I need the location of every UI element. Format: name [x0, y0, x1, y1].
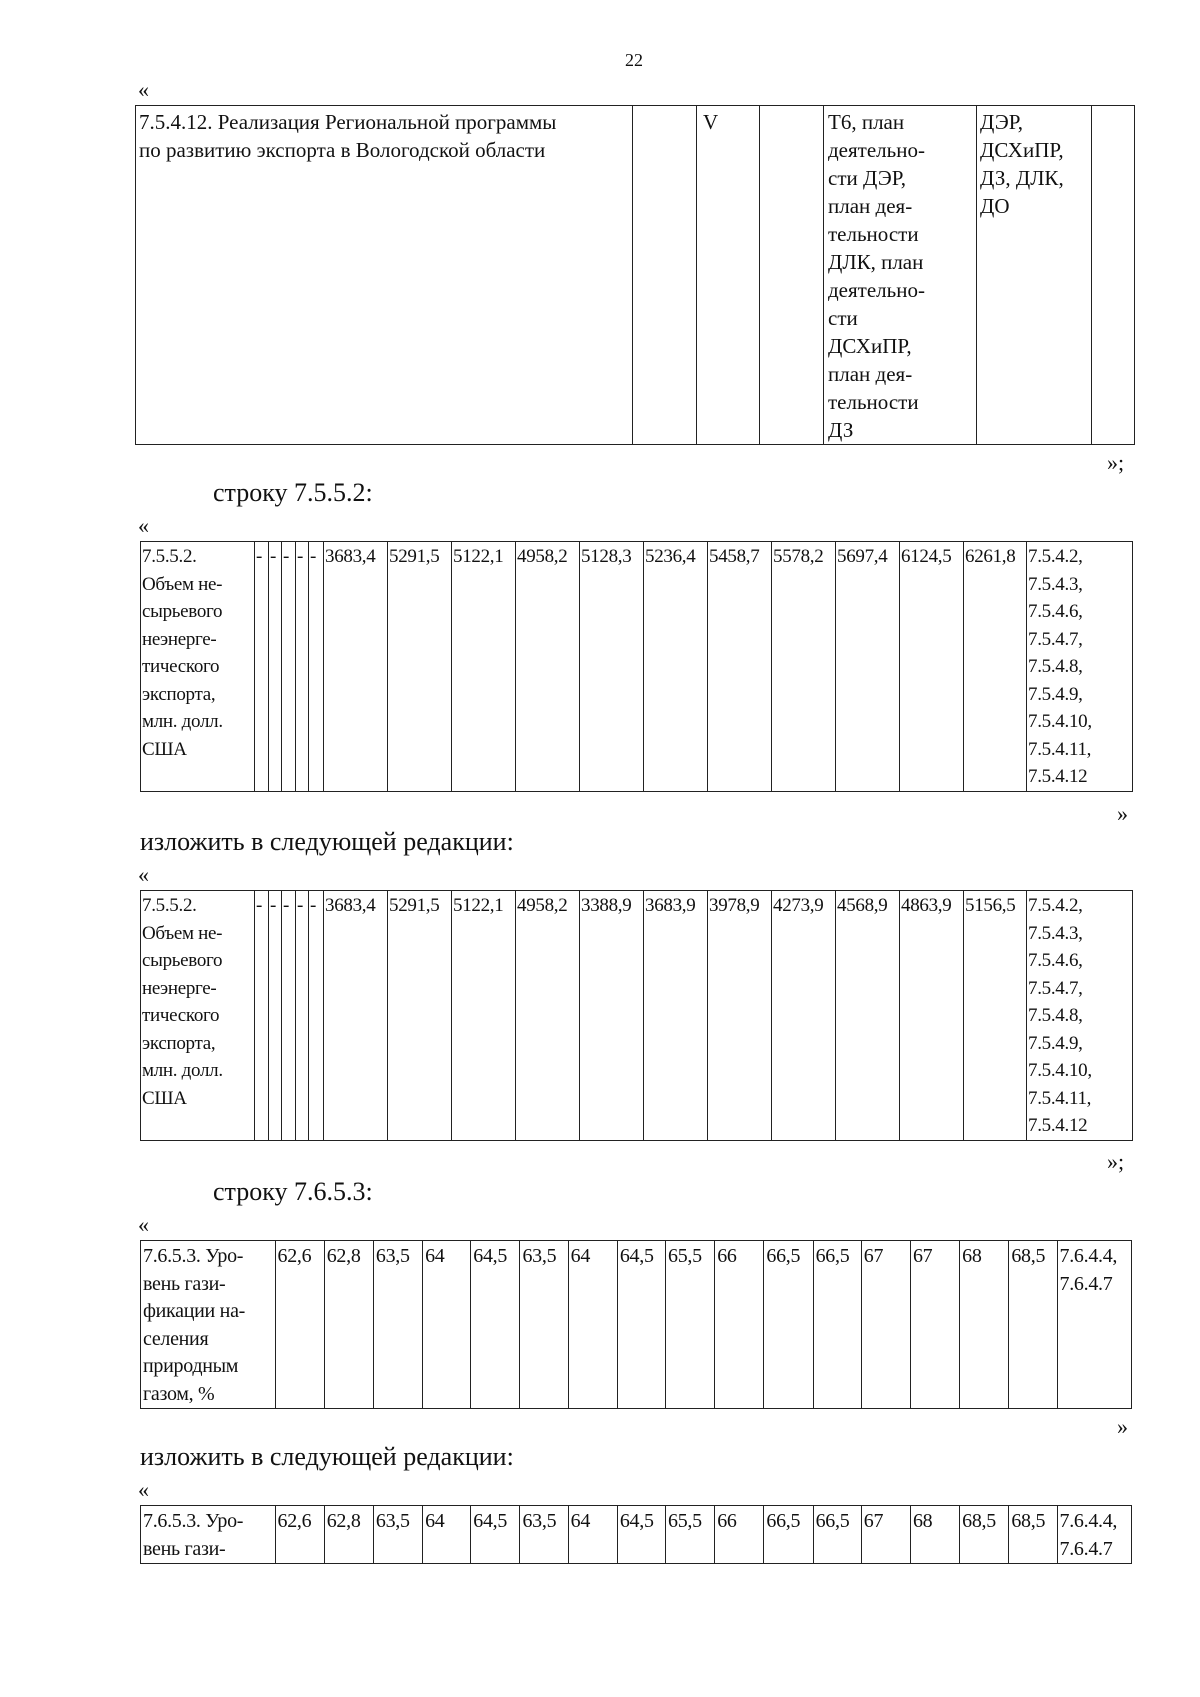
indicator-name-cell: 7.6.5.3. Уро- вень гази- фикации на- селения природным газом, % [141, 1241, 276, 1409]
indicator-table-7-5-5-2-new [140, 890, 1133, 1141]
value-cell: 68,5 [1009, 1506, 1057, 1564]
value-cell: 68,5 [960, 1506, 1009, 1564]
value-cell: 64 [423, 1241, 471, 1409]
value-cell: 4863,9 [900, 891, 964, 1141]
value-cell: 64,5 [471, 1241, 520, 1409]
dash-cell: - [255, 542, 269, 792]
open-quote: « [138, 513, 149, 538]
open-quote: « [138, 1477, 149, 1502]
value-cell: 5236,4 [644, 542, 708, 792]
empty-cell [1092, 106, 1135, 445]
value-cell: 5458,7 [708, 542, 772, 792]
close-mark: » [1117, 1414, 1128, 1439]
refs-cell: 7.5.4.2, 7.5.4.3, 7.5.4.6, 7.5.4.7, 7.5.4.8, 7.5.4.9, 7.5.4.10, 7.5.4.11, 7.5.4.12 [1027, 891, 1133, 1141]
value-cell: 64,5 [617, 1241, 665, 1409]
dash-cell: - [282, 891, 296, 1141]
value-cell: 67 [861, 1241, 910, 1409]
open-quote: « [138, 77, 149, 102]
indicator-name-cell: 7.5.5.2. Объем не- сырьевого неэнерге- тического экспорта, млн. долл. США [141, 542, 255, 792]
value-cell: 3388,9 [580, 891, 644, 1141]
dash-cell: - [296, 542, 309, 792]
value-cell: 63,5 [520, 1506, 568, 1564]
table-row [141, 542, 1133, 792]
value-cell: 64 [568, 1241, 617, 1409]
value-cell: 66,5 [764, 1241, 813, 1409]
table-row [136, 106, 1135, 445]
value-cell: 62,6 [275, 1241, 324, 1409]
value-cell: 64 [568, 1506, 617, 1564]
indicator-table-7-6-5-3-old [140, 1240, 1132, 1409]
measure-name-cell: 7.5.4.12. Реализация Региональной программы по развитию экспорта в Вологодской области [136, 106, 633, 445]
indicator-name-cell: 7.6.5.3. Уро- вень гази- [141, 1506, 276, 1564]
value-cell: 5578,2 [772, 542, 836, 792]
value-cell: 63,5 [373, 1506, 422, 1564]
value-cell: 66,5 [764, 1506, 813, 1564]
value-cell: 3683,4 [324, 542, 388, 792]
close-mark: » [1117, 801, 1128, 826]
value-cell: 5122,1 [452, 891, 516, 1141]
value-cell: 66,5 [813, 1241, 861, 1409]
refs-cell: 7.5.4.2, 7.5.4.3, 7.5.4.6, 7.5.4.7, 7.5.4.8, 7.5.4.9, 7.5.4.10, 7.5.4.11, 7.5.4.12 [1027, 542, 1133, 792]
value-cell: 6261,8 [964, 542, 1027, 792]
value-cell: 66 [715, 1241, 764, 1409]
table-row [141, 1241, 1132, 1409]
value-cell: 3683,9 [644, 891, 708, 1141]
value-cell: 4568,9 [836, 891, 900, 1141]
value-cell: 64 [423, 1506, 471, 1564]
section-heading: строку 7.6.5.3: [213, 1177, 373, 1206]
dash-cell: - [309, 542, 324, 792]
page-number: 22 [625, 50, 643, 70]
value-cell: 66,5 [813, 1506, 861, 1564]
value-cell: 63,5 [520, 1241, 568, 1409]
value-cell: 5128,3 [580, 542, 644, 792]
measure-table-7-5-4-12 [135, 105, 1135, 445]
indicator-name-cell: 7.5.5.2. Объем не- сырьевого неэнерге- тического экспорта, млн. долл. США [141, 891, 255, 1141]
indicator-table-7-5-5-2-old [140, 541, 1133, 792]
value-cell: 4958,2 [516, 891, 580, 1141]
section-heading: строку 7.5.5.2: [213, 478, 373, 507]
dash-cell: - [269, 891, 282, 1141]
dash-cell: - [255, 891, 269, 1141]
empty-cell [633, 106, 697, 445]
value-cell: 3683,4 [324, 891, 388, 1141]
value-cell: 67 [910, 1241, 959, 1409]
documents-cell: Т6, план деятельно- сти ДЭР, план дея- тельности ДЛК, план деятельно- сти ДСХиПР, план дея- тельности ДЗ [824, 106, 977, 445]
dash-cell: - [296, 891, 309, 1141]
dash-cell: - [269, 542, 282, 792]
close-mark: »; [1107, 1149, 1125, 1174]
value-cell: 5291,5 [388, 542, 452, 792]
value-cell: 68 [910, 1506, 959, 1564]
value-cell: 68 [960, 1241, 1009, 1409]
value-cell: 4273,9 [772, 891, 836, 1141]
section-heading: изложить в следующей редакции: [140, 1442, 514, 1471]
value-cell: 64,5 [471, 1506, 520, 1564]
indicator-table-7-6-5-3-new [140, 1505, 1132, 1564]
table-row [141, 891, 1133, 1141]
refs-cell: 7.6.4.4, 7.6.4.7 [1057, 1241, 1131, 1409]
refs-cell: 7.6.4.4, 7.6.4.7 [1057, 1506, 1131, 1564]
value-cell: 5697,4 [836, 542, 900, 792]
section-heading: изложить в следующей редакции: [140, 827, 514, 856]
executors-cell: ДЭР, ДСХиПР, ДЗ, ДЛК, ДО [977, 106, 1092, 445]
value-cell: 4958,2 [516, 542, 580, 792]
value-cell: 68,5 [1009, 1241, 1057, 1409]
open-quote: « [138, 862, 149, 887]
value-cell: 62,8 [324, 1241, 373, 1409]
year-mark-cell: V [697, 106, 760, 445]
value-cell: 62,8 [324, 1506, 373, 1564]
value-cell: 65,5 [666, 1506, 715, 1564]
value-cell: 5156,5 [964, 891, 1027, 1141]
value-cell: 62,6 [275, 1506, 324, 1564]
value-cell: 66 [715, 1506, 764, 1564]
value-cell: 3978,9 [708, 891, 772, 1141]
value-cell: 67 [861, 1506, 910, 1564]
open-quote: « [138, 1212, 149, 1237]
close-mark: »; [1107, 450, 1125, 475]
table-row [141, 1506, 1132, 1564]
empty-cell [760, 106, 824, 445]
value-cell: 5122,1 [452, 542, 516, 792]
value-cell: 5291,5 [388, 891, 452, 1141]
dash-cell: - [282, 542, 296, 792]
value-cell: 6124,5 [900, 542, 964, 792]
value-cell: 64,5 [617, 1506, 665, 1564]
value-cell: 65,5 [666, 1241, 715, 1409]
value-cell: 63,5 [373, 1241, 422, 1409]
dash-cell: - [309, 891, 324, 1141]
